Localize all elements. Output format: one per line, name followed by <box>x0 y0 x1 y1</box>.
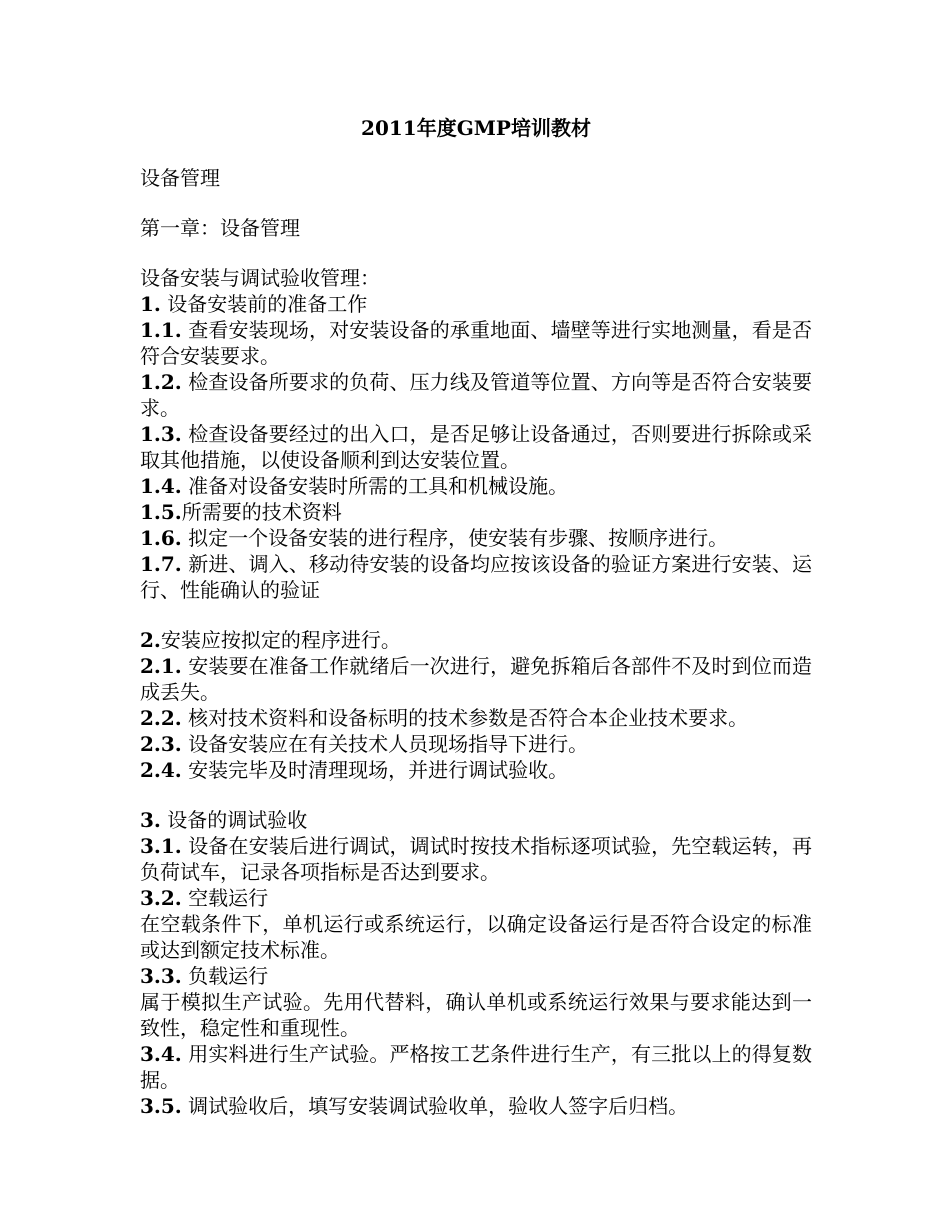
list-item <box>140 705 812 731</box>
item-number: 2.4. <box>140 758 182 782</box>
item-text: 空载运行 <box>181 886 269 910</box>
item-number: 3.3. <box>140 964 182 988</box>
section-title: 设备管理 <box>140 166 220 190</box>
block-2 <box>140 627 812 783</box>
block-heading <box>140 627 812 653</box>
block-3 <box>140 807 812 1119</box>
list-item <box>140 911 812 963</box>
item-text: 拟定一个设备安装的进行程序，使安装有步骤、按顺序进行。 <box>181 526 729 550</box>
heading-number: 2. <box>140 628 161 652</box>
item-text: 新进、调入、移动待安装的设备均应按该设备的验证方案进行安装、运行、性能确认的验证 <box>140 552 812 602</box>
item-text: 所需要的技术资料 <box>181 500 342 524</box>
item-number: 2.2. <box>140 706 182 730</box>
item-number: 3.5. <box>140 1094 182 1118</box>
list-item <box>140 1041 812 1093</box>
list-item <box>140 1093 812 1119</box>
item-text: 在空载条件下，单机运行或系统运行，以确定设备运行是否符合设定的标准或达到额定技术标准。 <box>140 912 812 962</box>
item-number: 1.7. <box>140 552 182 576</box>
heading-text: 安装应按拟定的程序进行。 <box>160 628 401 652</box>
block-heading <box>140 291 812 317</box>
item-number: 2.1. <box>140 654 182 678</box>
list-item <box>140 731 812 757</box>
item-text: 检查设备要经过的出入口，是否足够让设备通过，否则要进行拆除或采取其他措施，以使设备顺利到达安装位置。 <box>140 422 812 472</box>
item-number: 3.4. <box>140 1042 182 1066</box>
list-item <box>140 757 812 783</box>
heading-text: 设备的调试验收 <box>160 808 308 832</box>
block-1 <box>140 291 812 603</box>
block-heading <box>140 807 812 833</box>
list-item <box>140 317 812 369</box>
list-item <box>140 653 812 705</box>
item-text: 安装要在准备工作就绪后一次进行，避免拆箱后各部件不及时到位而造成丢失。 <box>140 654 812 704</box>
list-item <box>140 525 812 551</box>
item-number: 1.6. <box>140 526 182 550</box>
item-number: 3.2. <box>140 886 182 910</box>
list-item <box>140 551 812 603</box>
item-text: 核对技术资料和设备标明的技术参数是否符合本企业技术要求。 <box>181 706 749 730</box>
document-title: 2011年度GMP培训教材 <box>361 116 591 140</box>
chapter-title: 第一章：设备管理 <box>140 216 300 240</box>
item-number: 1.2. <box>140 370 182 394</box>
item-text: 属于模拟生产试验。先用代替料，确认单机或系统运行效果与要求能达到一致性，稳定性和重现性。 <box>140 990 812 1040</box>
item-text: 用实料进行生产试验。严格按工艺条件进行生产，有三批以上的得复数据。 <box>140 1042 812 1092</box>
item-number: 1.3. <box>140 422 182 446</box>
item-text: 查看安装现场，对安装设备的承重地面、墙壁等进行实地测量，看是否符合安装要求。 <box>140 318 812 368</box>
list-item <box>140 989 812 1041</box>
item-text: 设备在安装后进行调试，调试时按技术指标逐项试验，先空载运转，再负荷试车，记录各项指标是否达到要求。 <box>140 834 812 884</box>
item-text: 准备对设备安装时所需的工具和机械设施。 <box>181 474 569 498</box>
item-text: 设备安装应在有关技术人员现场指导下进行。 <box>181 732 589 756</box>
list-item <box>140 369 812 421</box>
item-text: 调试验收后，填写安装调试验收单，验收人签字后归档。 <box>181 1094 689 1118</box>
list-item <box>140 473 812 499</box>
list-item <box>140 499 812 525</box>
item-number: 1.5. <box>140 500 182 524</box>
item-text: 负载运行 <box>181 964 269 988</box>
intro-line: 设备安装与调试验收管理： <box>140 266 380 290</box>
heading-number: 1. <box>140 292 161 316</box>
list-item <box>140 421 812 473</box>
list-item <box>140 963 812 989</box>
item-text: 安装完毕及时清理现场，并进行调试验收。 <box>181 758 569 782</box>
heading-number: 3. <box>140 808 161 832</box>
item-number: 1.1. <box>140 318 182 342</box>
item-text: 检查设备所要求的负荷、压力线及管道等位置、方向等是否符合安装要求。 <box>140 370 812 420</box>
list-item <box>140 885 812 911</box>
item-number: 2.3. <box>140 732 182 756</box>
item-number: 1.4. <box>140 474 182 498</box>
list-item <box>140 833 812 885</box>
item-number: 3.1. <box>140 834 182 858</box>
heading-text: 设备安装前的准备工作 <box>160 292 368 316</box>
